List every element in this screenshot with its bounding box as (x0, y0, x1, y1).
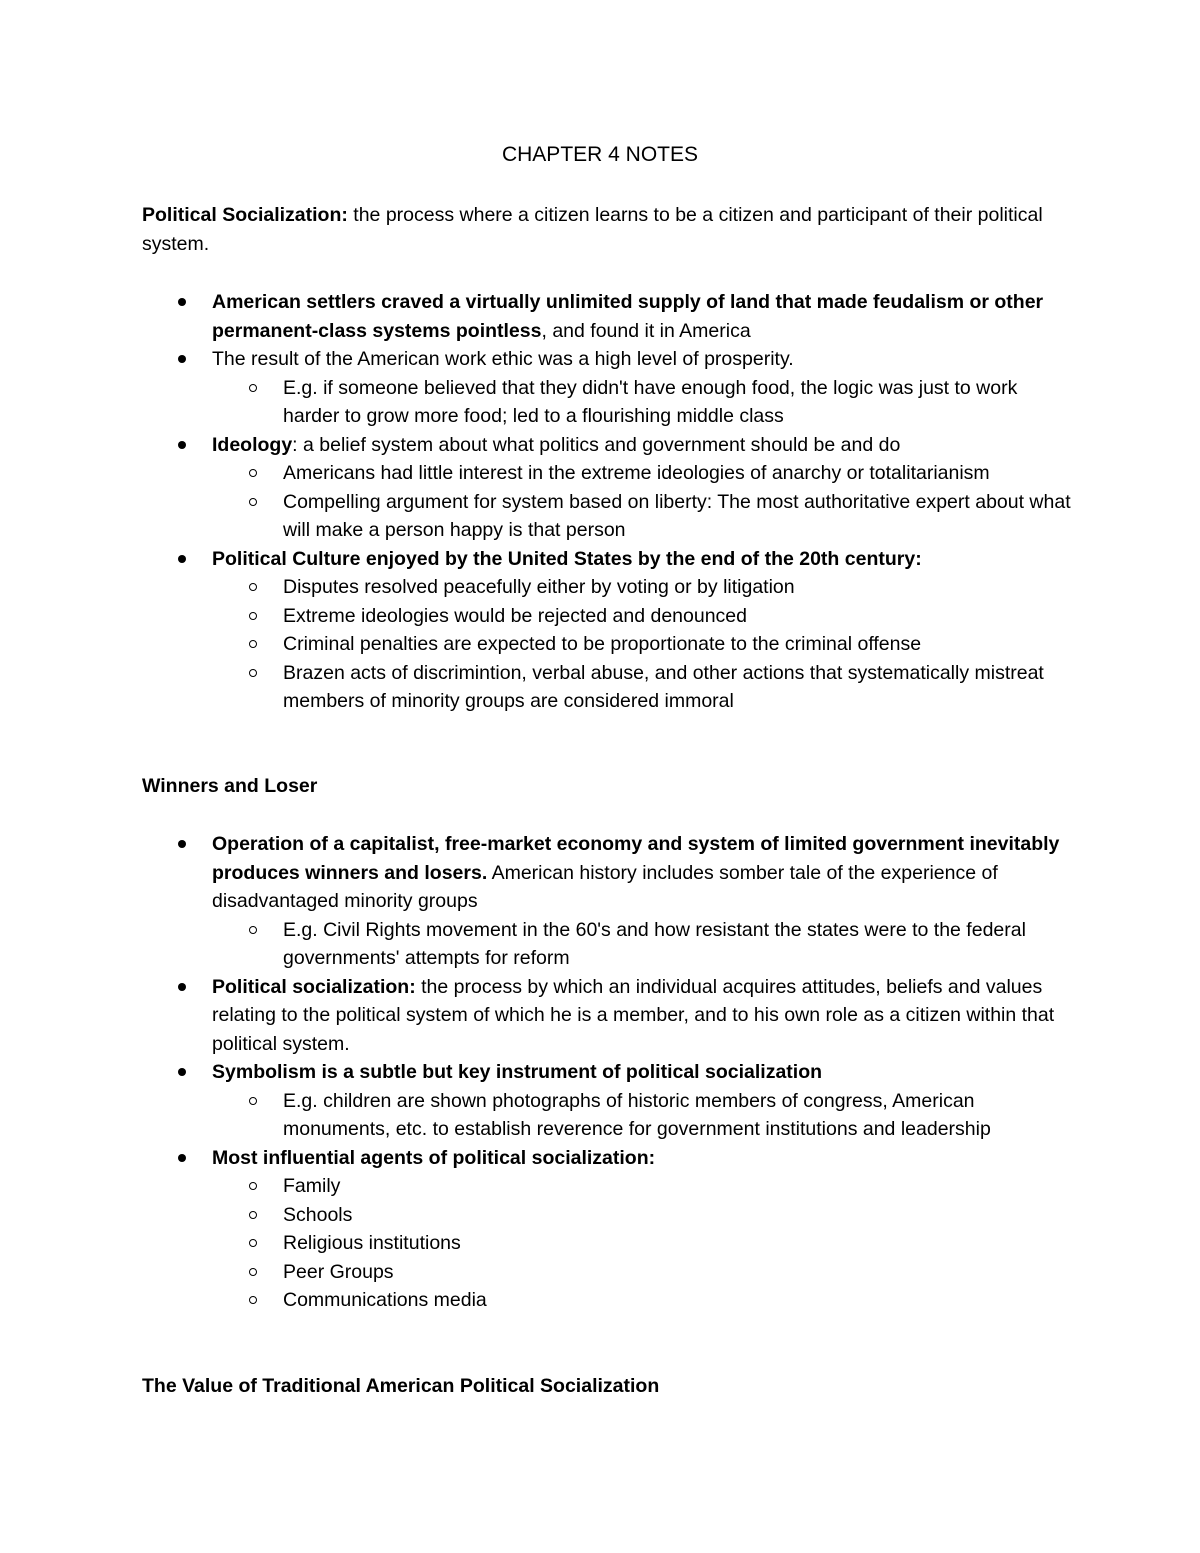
intro-paragraph (142, 201, 1072, 259)
page-title: CHAPTER 4 NOTES (501, 143, 699, 166)
hollow-bullet-icon (249, 1182, 257, 1190)
bullet-text: the process by which an individual acquires attitudes, beliefs and values relating to the political system of which he is a member, and to his own role as a citizen within that political system. (212, 975, 1055, 1055)
bullet-text: The result of the American work ethic was a high level of prosperity. (212, 348, 794, 370)
sub-bullet-text: Disputes resolved peacefully either by voting or by litigation (283, 576, 795, 598)
bullet-bold-text: Political socialization: (212, 975, 416, 998)
sub-bullet-text: Communications media (283, 1289, 487, 1311)
sub-bullet-item (0, 374, 1073, 431)
sub-bullet-item (0, 916, 1073, 973)
bullet-item (0, 830, 1072, 916)
bullet-item (0, 431, 1072, 460)
sub-bullet-item (0, 1172, 1073, 1201)
sub-bullet-text: Americans had little interest in the extreme ideologies of anarchy or totalitarianism (283, 462, 990, 484)
hollow-bullet-icon (249, 926, 257, 934)
section1-list (0, 288, 1200, 716)
bullet-icon (178, 983, 186, 991)
hollow-bullet-icon (249, 1211, 257, 1219)
hollow-bullet-icon (249, 612, 257, 620)
section-heading-winners: Winners and Loser (142, 775, 318, 797)
hollow-bullet-icon (249, 1097, 257, 1105)
section2-list (0, 830, 1200, 1315)
sub-bullet-item (0, 1229, 1073, 1258)
bullet-icon (178, 840, 186, 848)
bullet-icon (178, 441, 186, 449)
sub-bullet-text: Compelling argument for system based on liberty: The most authoritative expert about what will make a person happy is that person (283, 490, 1071, 541)
sub-bullet-item (0, 630, 1073, 659)
intro-text: the process where a citizen learns to be a citizen and participant of their political system. (142, 204, 1043, 255)
sub-bullet-item (0, 1258, 1073, 1287)
bullet-icon (178, 555, 186, 563)
bullet-item (0, 1058, 1072, 1087)
sub-bullet-text: E.g. Civil Rights movement in the 60's and how resistant the states were to the federal governments' attempts for reform (283, 918, 1026, 969)
sub-bullet-item (0, 459, 1073, 488)
hollow-bullet-icon (249, 1239, 257, 1247)
bullet-icon (178, 1154, 186, 1162)
bullet-icon (178, 298, 186, 306)
hollow-bullet-icon (249, 469, 257, 477)
hollow-bullet-icon (249, 583, 257, 591)
sub-bullet-text: Religious institutions (283, 1232, 461, 1254)
hollow-bullet-icon (249, 384, 257, 392)
sub-bullet-text: Brazen acts of discrimintion, verbal abuse, and other actions that systematically mistreat members of minority groups are considered immoral (283, 661, 1044, 712)
hollow-bullet-icon (249, 498, 257, 506)
bullet-icon (178, 1068, 186, 1076)
sub-bullet-text: Extreme ideologies would be rejected and denounced (283, 604, 747, 627)
bullet-item (0, 1144, 1072, 1173)
sub-bullet-text: E.g. children are shown photographs of historic members of congress, American monuments, etc. to establish reverence for government institutions and leadership (283, 1089, 991, 1140)
sub-bullet-item (0, 573, 1073, 602)
sub-bullet-item (0, 488, 1073, 545)
bullet-text: American history includes somber tale of the experience of disadvantaged minority groups (212, 861, 998, 912)
sub-bullet-item (0, 1201, 1073, 1230)
sub-bullet-item (0, 1286, 1073, 1315)
bullet-bold-text: Political Culture enjoyed by the United States by the end of the 20th century: (212, 547, 922, 570)
section-heading-value: The Value of Traditional American Political Socialization (142, 1375, 660, 1397)
sub-bullet-item (0, 659, 1073, 716)
hollow-bullet-icon (249, 1296, 257, 1304)
intro-term: Political Socialization: (142, 204, 348, 226)
bullet-bold-text: Symbolism is a subtle but key instrument of political socialization (212, 1061, 823, 1083)
bullet-text: , and found it in America (541, 319, 751, 342)
hollow-bullet-icon (249, 669, 257, 677)
bullet-item (0, 345, 1072, 374)
sub-bullet-item (0, 602, 1073, 631)
bullet-bold-text: American settlers craved a virtually unlimited supply of land that made feudalism or other permanent-class systems pointless (212, 291, 1044, 342)
bullet-item (0, 973, 1072, 1059)
bullet-icon (178, 355, 186, 363)
hollow-bullet-icon (249, 1268, 257, 1276)
sub-bullet-text: E.g. if someone believed that they didn't have enough food, the logic was just to work harder to grow more food; led to a flourishing middle class (283, 376, 1018, 427)
bullet-item (0, 545, 1072, 574)
sub-bullet-item (0, 1087, 1073, 1144)
bullet-item (0, 288, 1072, 345)
bullet-bold-text: Most influential agents of political socialization: (212, 1146, 656, 1169)
bullet-text: : a belief system about what politics and government should be and do (292, 433, 901, 456)
sub-bullet-text: Family (283, 1175, 341, 1197)
sub-bullet-text: Criminal penalties are expected to be proportionate to the criminal offense (283, 633, 922, 655)
bullet-bold-text: Ideology (212, 433, 293, 456)
sub-bullet-text: Peer Groups (283, 1260, 394, 1283)
sub-bullet-text: Schools (283, 1203, 353, 1226)
hollow-bullet-icon (249, 640, 257, 648)
bullet-bold-text: Operation of a capitalist, free-market economy and system of limited government inevitably produces winners and losers. (212, 833, 1060, 884)
